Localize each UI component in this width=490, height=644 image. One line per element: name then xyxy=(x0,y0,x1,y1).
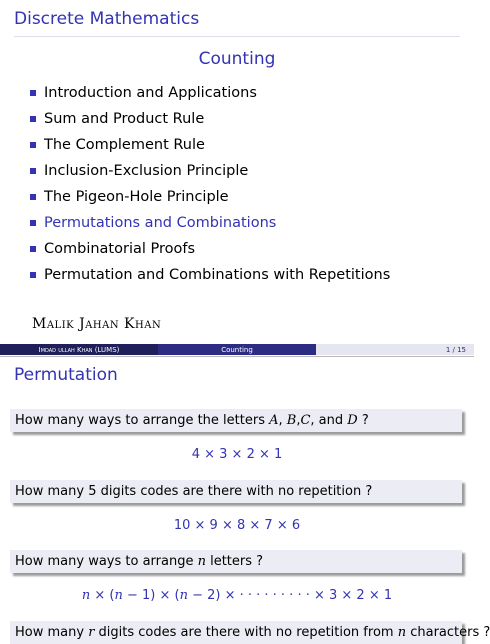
square-bullet-icon xyxy=(30,272,36,278)
toc-item-active[interactable] xyxy=(30,214,390,240)
author-name: Malik Jahan Khan xyxy=(32,316,162,332)
square-bullet-icon xyxy=(30,116,36,122)
square-bullet-icon xyxy=(30,142,36,148)
question-box: How many 5 digits codes are there with no repetition ? xyxy=(10,480,462,503)
square-bullet-icon xyxy=(30,246,36,252)
frame-title: Permutation xyxy=(14,365,118,385)
section-title: Counting xyxy=(198,49,276,69)
square-bullet-icon xyxy=(30,194,36,200)
toc-item-label: Permutations and Combinations xyxy=(44,215,277,231)
answer-formula: n × (n − 1) × (n − 2) × · · · · · · · · · × 3 × 2 × 1 xyxy=(81,588,393,603)
toc-item[interactable] xyxy=(30,136,390,162)
toc-item-label: Permutation and Combinations with Repetitions xyxy=(44,267,391,283)
toc-item[interactable] xyxy=(30,84,390,110)
footer-author: Imdad ullah Khan (LUMS) xyxy=(0,344,158,355)
footer-title: Counting xyxy=(158,344,316,355)
toc-item[interactable] xyxy=(30,110,390,136)
footline xyxy=(0,344,474,355)
slide-2 xyxy=(0,357,490,640)
square-bullet-icon xyxy=(30,220,36,226)
question-box: How many ways to arrange n letters ? xyxy=(10,550,462,573)
table-of-contents xyxy=(30,84,390,292)
toc-item[interactable] xyxy=(30,266,390,292)
footer-page-number: 1 / 15 xyxy=(316,344,474,355)
square-bullet-icon xyxy=(30,168,36,174)
toc-item-label: The Complement Rule xyxy=(44,137,205,153)
answer-formula: 4 × 3 × 2 × 1 xyxy=(191,447,283,462)
toc-item[interactable] xyxy=(30,240,390,266)
toc-item[interactable] xyxy=(30,188,390,214)
toc-item-label: Combinatorial Proofs xyxy=(44,241,196,257)
question-box: How many r digits codes are there with no repetition from n characters ? xyxy=(10,621,462,644)
question-box: How many ways to arrange the letters A, B,C, and D ? xyxy=(10,409,462,432)
toc-item[interactable] xyxy=(30,162,390,188)
answer-formula: 10 × 9 × 8 × 7 × 6 xyxy=(173,518,301,533)
frame-title: Discrete Mathematics xyxy=(14,9,200,29)
toc-item-label: The Pigeon-Hole Principle xyxy=(44,189,229,205)
square-bullet-icon xyxy=(30,90,36,96)
toc-item-label: Introduction and Applications xyxy=(44,85,257,101)
toc-item-label: Sum and Product Rule xyxy=(44,111,205,127)
toc-item-label: Inclusion-Exclusion Principle xyxy=(44,163,249,179)
title-rule xyxy=(14,36,460,37)
